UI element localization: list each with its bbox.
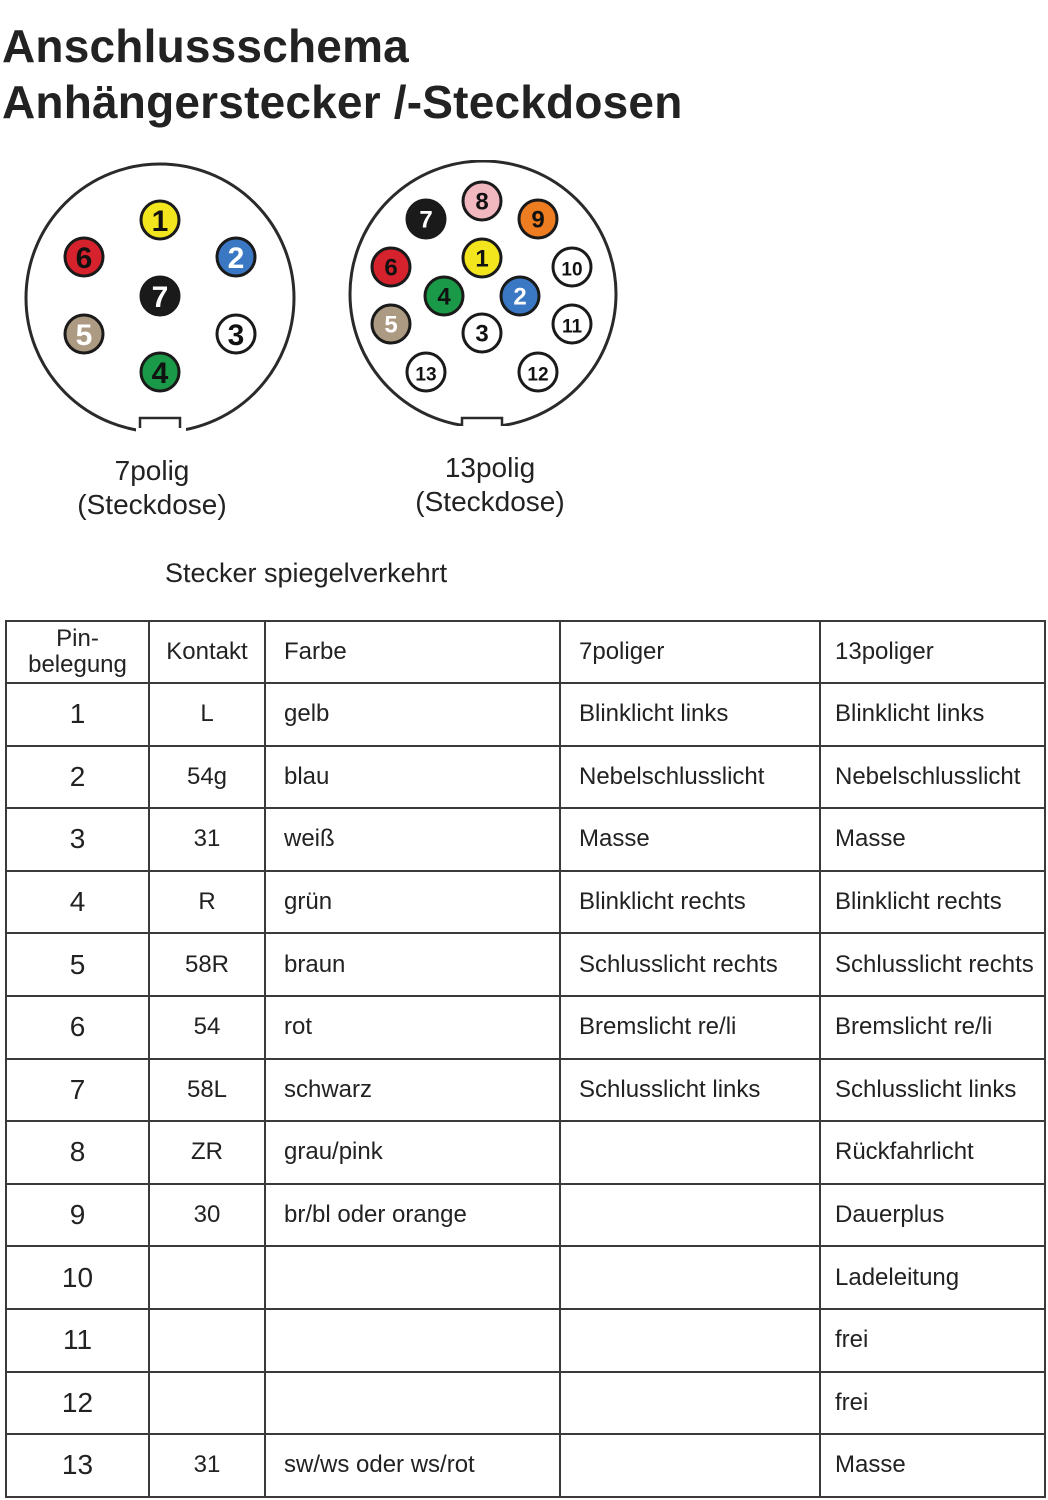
header-pin-line-1: Pin- xyxy=(56,625,99,652)
cell-kontakt: 31 xyxy=(149,808,265,871)
mirror-note: Stecker spiegelverkehrt xyxy=(165,558,448,588)
cell-farbe xyxy=(265,1246,560,1309)
connector-13-pin-7-label: 7 xyxy=(419,206,433,234)
connector-13-pin-8-label: 8 xyxy=(475,188,489,216)
cell-kontakt: 54g xyxy=(149,746,265,809)
cell-pin: 5 xyxy=(6,933,149,996)
cell-farbe: braun xyxy=(265,933,560,996)
cell-farbe: sw/ws oder ws/rot xyxy=(265,1434,560,1497)
cell-kontakt: 58R xyxy=(149,933,265,996)
title-line-2: Anhängerstecker /-Steckdosen xyxy=(2,76,683,128)
connector-7-pin-2-label: 2 xyxy=(227,241,245,275)
cell-13poliger: Nebelschlusslicht xyxy=(820,746,1045,809)
cell-pin: 3 xyxy=(6,808,149,871)
cell-13poliger: Masse xyxy=(820,1434,1045,1497)
header-pinbelegung xyxy=(6,621,149,683)
connector-13-pin-diagram xyxy=(346,160,622,436)
table-row xyxy=(6,1121,1045,1184)
connector-13-pin-2-label: 2 xyxy=(513,283,527,311)
cell-kontakt xyxy=(149,1309,265,1372)
cell-kontakt: R xyxy=(149,871,265,934)
cell-13poliger: Blinklicht rechts xyxy=(820,871,1045,934)
connector-13-pin-1-label: 1 xyxy=(475,245,489,273)
table-row xyxy=(6,1246,1045,1309)
cell-kontakt: ZR xyxy=(149,1121,265,1184)
cell-farbe: grün xyxy=(265,871,560,934)
cell-7poliger: Masse xyxy=(560,808,820,871)
cell-pin: 8 xyxy=(6,1121,149,1184)
connector-13-pin-9-label: 9 xyxy=(531,206,545,234)
header-13poliger: 13poliger xyxy=(820,621,1045,683)
cell-7poliger xyxy=(560,1184,820,1247)
connector-13-pin-12-label: 12 xyxy=(527,364,549,386)
cell-7poliger: Blinklicht rechts xyxy=(560,871,820,934)
connector-7-pin-diagram xyxy=(24,162,300,442)
connector-7-pin-3-label: 3 xyxy=(227,318,245,352)
header-kontakt: Kontakt xyxy=(149,621,265,683)
header-7poliger: 7poliger xyxy=(560,621,820,683)
cell-farbe xyxy=(265,1372,560,1435)
cell-7poliger: Schlusslicht rechts xyxy=(560,933,820,996)
table-row xyxy=(6,808,1045,871)
connector-13-pin-3-label: 3 xyxy=(475,320,489,348)
cell-pin: 6 xyxy=(6,996,149,1059)
connector-13-pin-10-label: 10 xyxy=(561,259,583,281)
cell-farbe: weiß xyxy=(265,808,560,871)
cell-13poliger: Dauerplus xyxy=(820,1184,1045,1247)
cell-7poliger: Bremslicht re/li xyxy=(560,996,820,1059)
cell-7poliger xyxy=(560,1246,820,1309)
table-row xyxy=(6,996,1045,1059)
cell-13poliger: Ladeleitung xyxy=(820,1246,1045,1309)
connector-7-pin-1-label: 1 xyxy=(151,204,169,238)
table-row xyxy=(6,1184,1045,1247)
cell-kontakt: L xyxy=(149,683,265,746)
table-row xyxy=(6,933,1045,996)
cell-13poliger: Schlusslicht links xyxy=(820,1059,1045,1122)
connector-7-caption-line-2: (Steckdose) xyxy=(77,489,227,520)
header-pin-line-2: belegung xyxy=(28,651,127,678)
cell-farbe: grau/pink xyxy=(265,1121,560,1184)
connector-13-pin-4-label: 4 xyxy=(437,283,451,311)
cell-7poliger xyxy=(560,1434,820,1497)
connector-7-pin-7-label: 7 xyxy=(151,280,169,314)
connector-13-caption-line-1: 13polig xyxy=(444,452,536,483)
page-title xyxy=(2,18,683,130)
cell-pin: 2 xyxy=(6,746,149,809)
connector-13-pin-5-label: 5 xyxy=(384,311,398,339)
cell-kontakt: 31 xyxy=(149,1434,265,1497)
table-row xyxy=(6,1434,1045,1497)
connector-13-caption xyxy=(390,451,590,519)
cell-farbe: rot xyxy=(265,996,560,1059)
pin-assignment-table xyxy=(5,620,1046,1498)
cell-13poliger: Bremslicht re/li xyxy=(820,996,1045,1059)
cell-kontakt: 54 xyxy=(149,996,265,1059)
cell-13poliger: Blinklicht links xyxy=(820,683,1045,746)
table-row xyxy=(6,1059,1045,1122)
connector-7-pin-4-label: 4 xyxy=(151,356,169,390)
cell-pin: 10 xyxy=(6,1246,149,1309)
cell-7poliger: Schlusslicht links xyxy=(560,1059,820,1122)
cell-pin: 7 xyxy=(6,1059,149,1122)
cell-kontakt: 58L xyxy=(149,1059,265,1122)
cell-farbe: blau xyxy=(265,746,560,809)
cell-pin: 4 xyxy=(6,871,149,934)
cell-kontakt: 30 xyxy=(149,1184,265,1247)
cell-7poliger: Nebelschlusslicht xyxy=(560,746,820,809)
table-row xyxy=(6,1309,1045,1372)
connector-7-caption-line-1: 7polig xyxy=(114,455,190,486)
cell-pin: 11 xyxy=(6,1309,149,1372)
cell-pin: 12 xyxy=(6,1372,149,1435)
connector-13-pin-13-label: 13 xyxy=(415,364,437,386)
cell-farbe xyxy=(265,1309,560,1372)
cell-13poliger: frei xyxy=(820,1309,1045,1372)
connector-13-caption-line-2: (Steckdose) xyxy=(415,486,565,517)
connector-13-pin-6-label: 6 xyxy=(384,254,398,282)
table-row xyxy=(6,871,1045,934)
cell-farbe: gelb xyxy=(265,683,560,746)
cell-13poliger: frei xyxy=(820,1372,1045,1435)
cell-farbe: br/bl oder orange xyxy=(265,1184,560,1247)
cell-kontakt xyxy=(149,1246,265,1309)
connector-7-pin-6-label: 6 xyxy=(75,241,93,275)
connector-13-pin-11-label: 11 xyxy=(561,316,583,338)
cell-pin: 9 xyxy=(6,1184,149,1247)
connector-7-pin-5-label: 5 xyxy=(75,318,93,352)
cell-pin: 13 xyxy=(6,1434,149,1497)
table-row xyxy=(6,1372,1045,1435)
cell-7poliger xyxy=(560,1372,820,1435)
table-row xyxy=(6,746,1045,809)
cell-farbe: schwarz xyxy=(265,1059,560,1122)
header-farbe: Farbe xyxy=(265,621,560,683)
cell-pin: 1 xyxy=(6,683,149,746)
title-line-1: Anschlussschema xyxy=(2,20,409,72)
table-row xyxy=(6,683,1045,746)
cell-13poliger: Rückfahrlicht xyxy=(820,1121,1045,1184)
cell-13poliger: Masse xyxy=(820,808,1045,871)
cell-13poliger: Schlusslicht rechts xyxy=(820,933,1045,996)
cell-7poliger xyxy=(560,1121,820,1184)
cell-kontakt xyxy=(149,1372,265,1435)
connector-7-caption xyxy=(52,454,252,522)
table-header-row xyxy=(6,621,1045,683)
cell-7poliger: Blinklicht links xyxy=(560,683,820,746)
cell-7poliger xyxy=(560,1309,820,1372)
